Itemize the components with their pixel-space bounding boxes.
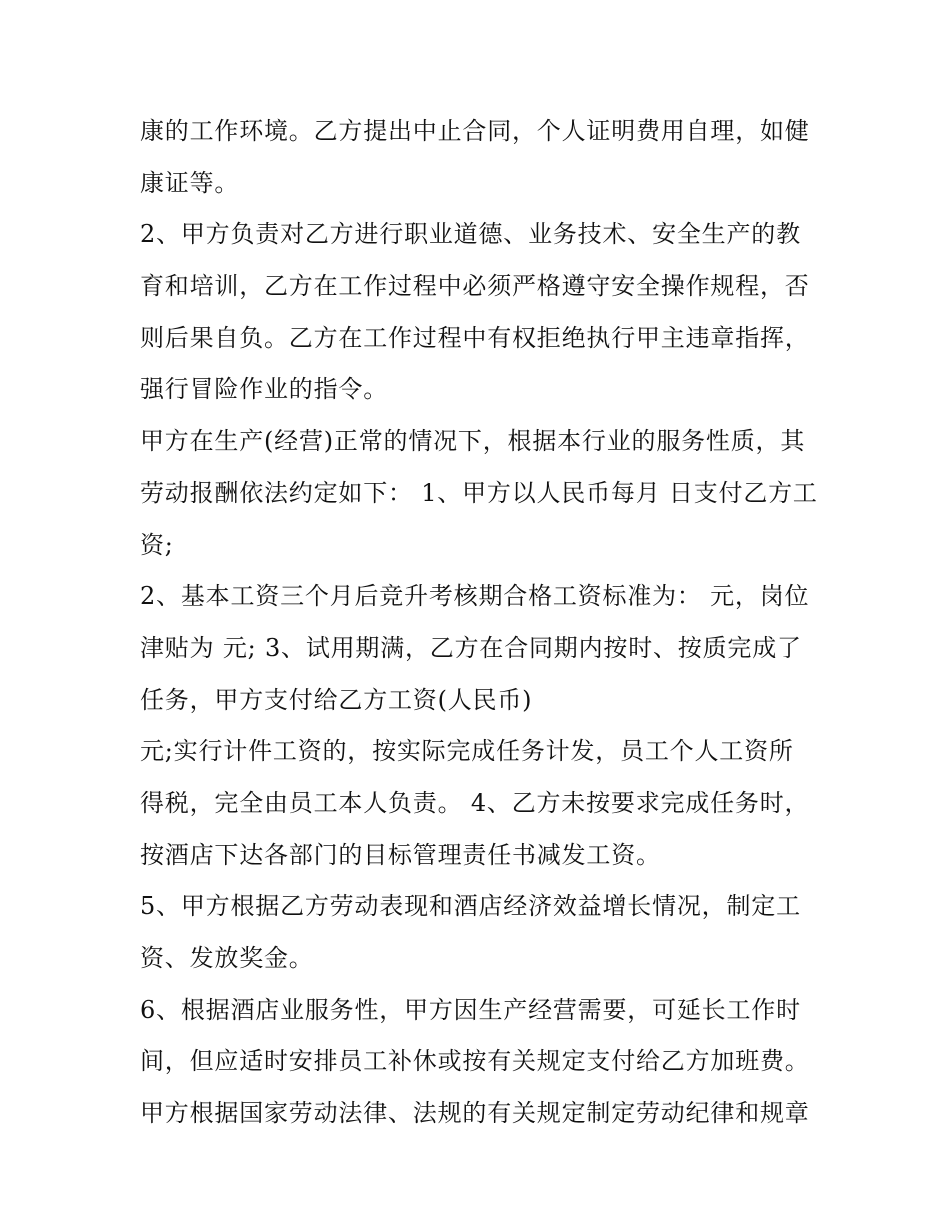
text-line: 6、根据酒店业服务性，甲方因生产经营需要，可延长工作时 — [140, 995, 801, 1024]
text-line: 康证等。 — [140, 168, 240, 197]
text-line: 资、发放奖金。 — [140, 944, 314, 972]
text-line: 津贴为 元; 3、试用期满，乙方在合同期内按时、按质完成了 — [140, 633, 802, 662]
text-line: 得税，完全由员工本人负责。 4、乙方未按要求完成任务时， — [140, 788, 810, 817]
text-line: 间，但应适时安排员工补休或按有关规定支付给乙方加班费。 — [140, 1047, 810, 1076]
text-line: 康的工作环境。乙方提出中止合同，个人证明费用自理，如健 — [140, 117, 810, 145]
text-line: 则后果自负。乙方在工作过程中有权拒绝执行甲主违章指挥， — [140, 323, 810, 352]
text-line: 劳动报酬依法约定如下： 1、甲方以人民币每月 日支付乙方工 — [140, 478, 818, 507]
text-line: 2、基本工资三个月后竞升考核期合格工资标准为： 元，岗位 — [140, 582, 810, 611]
text-line: 任务，甲方支付给乙方工资(人民币) — [140, 685, 533, 714]
text-line: 资; — [140, 530, 174, 559]
text-line: 强行冒险作业的指令。 — [140, 375, 388, 404]
text-line: 5、甲方根据乙方劳动表现和酒店经济效益增长情况，制定工 — [140, 892, 801, 921]
text-line: 元;实行计件工资的，按实际完成任务计发，员工个人工资所 — [140, 737, 794, 766]
text-line: 甲方根据国家劳动法律、法规的有关规定制定劳动纪律和规章 — [140, 1099, 810, 1128]
text-line: 育和培训，乙方在工作过程中必须严格遵守安全操作规程，否 — [140, 272, 810, 301]
text-line: 按酒店下达各部门的目标管理责任书减发工资。 — [140, 840, 661, 869]
text-line: 甲方在生产(经营)正常的情况下，根据本行业的服务性质，其 — [140, 427, 806, 456]
text-line: 2、甲方负责对乙方进行职业道德、业务技术、安全生产的教 — [140, 220, 801, 249]
contract-body-text — [140, 106, 820, 1140]
